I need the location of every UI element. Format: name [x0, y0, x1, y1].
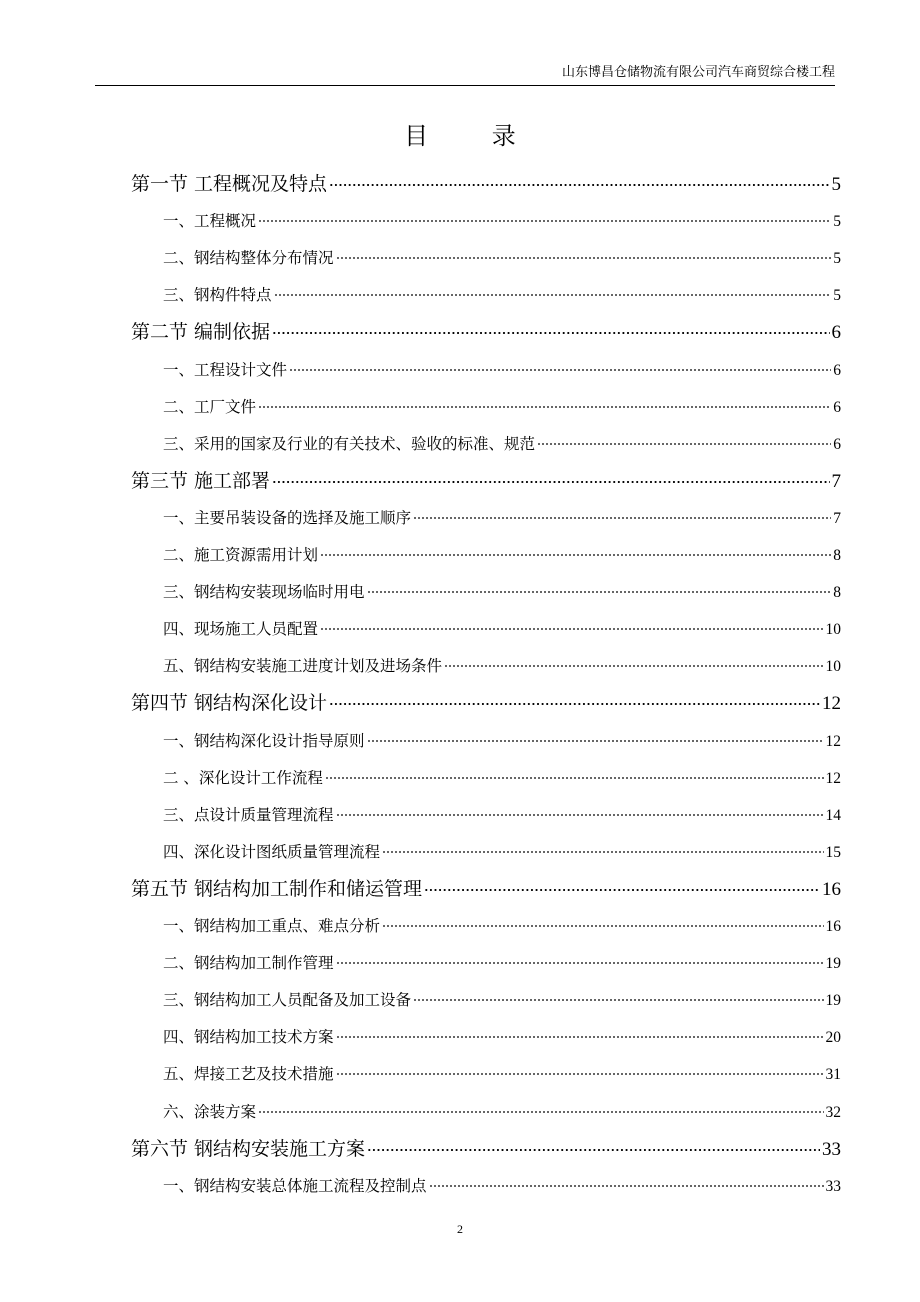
toc-section-entry[interactable]: [131, 169, 841, 195]
toc-subsection-entry[interactable]: [163, 1062, 841, 1084]
toc-entry-page-number: 5: [831, 174, 841, 195]
toc-entry-page-number: 33: [825, 1177, 841, 1195]
running-header: 山东博昌仓储物流有限公司汽车商贸综合楼工程: [95, 64, 835, 86]
toc-section-entry[interactable]: [131, 1134, 841, 1160]
toc-entry-label: 一、主要吊装设备的选择及施工顺序: [163, 508, 412, 527]
toc-entry-label: 三、钢结构安装现场临时用电: [163, 583, 365, 602]
toc-dot-leader: [329, 183, 829, 187]
toc-entry-page-number: 6: [831, 322, 841, 344]
toc-dot-leader: [336, 813, 824, 817]
toc-subsection-entry[interactable]: [163, 729, 841, 751]
toc-subsection-entry[interactable]: [163, 209, 841, 231]
toc-entry-page-number: 20: [825, 1029, 841, 1047]
toc-entry-label: 二、钢结构加工制作管理: [163, 954, 334, 973]
toc-entry-label: 一、工程设计文件: [163, 360, 288, 379]
toc-dot-leader: [258, 219, 831, 223]
toc-entry-page-number: 12: [822, 693, 841, 715]
toc-dot-leader: [367, 590, 832, 594]
toc-entry-page-number: 5: [833, 287, 841, 305]
toc-subsection-entry[interactable]: [163, 951, 841, 973]
toc-entry-label: 二、工厂文件: [163, 397, 257, 416]
toc-subsection-entry[interactable]: [163, 988, 841, 1010]
toc-subsection-entry[interactable]: [163, 803, 841, 825]
toc-entry-label: 第六节 钢结构安装施工方案: [131, 1137, 366, 1160]
toc-entry-label: 一、工程概况: [163, 212, 257, 231]
toc-entry-label: 四、现场施工人员配置: [163, 620, 319, 639]
toc-subsection-entry[interactable]: [163, 840, 841, 862]
toc-dot-leader: [320, 553, 831, 557]
toc-subsection-entry[interactable]: [163, 506, 841, 528]
toc-subsection-entry[interactable]: [163, 358, 841, 380]
toc-subsection-entry[interactable]: [163, 914, 841, 936]
toc-dot-leader: [444, 664, 823, 668]
toc-section-entry[interactable]: [131, 688, 841, 714]
toc-entry-label: 一、钢结构深化设计指导原则: [163, 731, 365, 750]
toc-subsection-entry[interactable]: [163, 283, 841, 305]
toc-dot-leader: [325, 776, 824, 780]
toc-subsection-entry[interactable]: [163, 766, 841, 788]
toc-entry-label: 第一节 工程概况及特点: [131, 173, 328, 195]
toc-entry-page-number: 33: [822, 1138, 841, 1160]
toc-dot-leader: [289, 368, 831, 372]
toc-dot-leader: [336, 961, 824, 965]
toc-entry-page-number: 7: [831, 470, 841, 492]
toc-dot-leader: [336, 1072, 824, 1076]
toc-subsection-entry[interactable]: [163, 580, 841, 602]
toc-entry-label: 四、深化设计图纸质量管理流程: [163, 842, 381, 861]
toc-entry-page-number: 12: [825, 769, 841, 787]
toc-dot-leader: [424, 888, 820, 892]
toc-subsection-entry[interactable]: [163, 543, 841, 565]
toc-entry-label: 五、钢结构安装施工进度计划及进场条件: [163, 657, 443, 676]
toc-subsection-entry[interactable]: [163, 395, 841, 417]
toc-entry-label: 三、点设计质量管理流程: [163, 805, 334, 824]
toc-dot-leader: [382, 850, 823, 854]
toc-entry-label: 三、钢构件特点: [163, 286, 272, 305]
toc-entry-label: 第五节 钢结构加工制作和储运管理: [131, 877, 423, 900]
toc-subsection-entry[interactable]: [163, 1100, 841, 1122]
toc-section-entry[interactable]: [131, 317, 841, 343]
toc-entry-page-number: 19: [825, 955, 841, 973]
toc-dot-leader: [382, 924, 823, 928]
toc-entry-page-number: 31: [825, 1066, 841, 1084]
toc-entry-label: 二、施工资源需用计划: [163, 546, 319, 564]
toc-dot-leader: [336, 1035, 824, 1039]
toc-dot-leader: [258, 405, 831, 409]
toc-subsection-entry[interactable]: [163, 617, 841, 639]
toc-entry-label: 第二节 编制依据: [131, 321, 271, 344]
toc-subsection-entry[interactable]: [163, 1174, 841, 1196]
toc-entry-page-number: 8: [833, 547, 841, 564]
toc-subsection-entry[interactable]: [163, 1025, 841, 1047]
toc-entry-page-number: 8: [833, 584, 841, 602]
toc-entry-page-number: 32: [825, 1103, 841, 1121]
toc-entry-page-number: 7: [833, 509, 841, 527]
toc-dot-leader: [413, 516, 831, 520]
toc-entry-label: 二、钢结构整体分布情况: [163, 249, 334, 268]
toc-dot-leader: [272, 331, 829, 335]
toc-entry-page-number: 6: [833, 435, 841, 453]
toc-entry-page-number: 16: [825, 918, 841, 935]
toc-entry-label: 一、钢结构安装总体施工流程及控制点: [163, 1176, 427, 1195]
toc-subsection-entry[interactable]: [163, 432, 841, 454]
toc-entry-page-number: 16: [822, 878, 841, 900]
toc-entry-page-number: 6: [833, 398, 841, 416]
toc-dot-leader: [320, 627, 823, 631]
toc-entry-label: 三、采用的国家及行业的有关技术、验收的标准、规范: [163, 434, 536, 453]
toc-dot-leader: [367, 1148, 820, 1152]
toc-subsection-entry[interactable]: [163, 654, 841, 676]
toc-entry-page-number: 10: [825, 621, 841, 639]
toc-entry-page-number: 10: [825, 658, 841, 676]
toc-dot-leader: [329, 702, 820, 706]
toc-dot-leader: [367, 739, 824, 743]
toc-section-entry[interactable]: [131, 466, 841, 492]
toc-entry-label: 第四节 钢结构深化设计: [131, 692, 328, 715]
toc-entry-label: 三、钢结构加工人员配备及加工设备: [163, 991, 412, 1010]
toc-entry-page-number: 6: [833, 361, 841, 379]
page-title: 目 录: [404, 122, 544, 150]
toc-entry-page-number: 12: [825, 732, 841, 750]
toc-entry-page-number: 14: [825, 806, 841, 824]
toc-entry-label: 二 、深化设计工作流程: [163, 768, 323, 787]
toc-dot-leader: [429, 1184, 824, 1188]
toc-entry-page-number: 15: [825, 843, 841, 861]
toc-entry-page-number: 5: [833, 250, 841, 268]
toc-dot-leader: [258, 1110, 823, 1114]
toc-entry-page-number: 5: [833, 213, 841, 231]
page-number: 2: [457, 1222, 463, 1236]
toc-dot-leader: [537, 442, 831, 446]
toc-entry-label: 四、钢结构加工技术方案: [163, 1028, 334, 1047]
toc-entry-label: 第三节 施工部署: [131, 469, 271, 492]
toc-subsection-entry[interactable]: [163, 246, 841, 268]
toc-dot-leader: [272, 480, 829, 484]
toc-entry-label: 六、涂装方案: [163, 1102, 257, 1121]
toc-entry-label: 五、焊接工艺及技术措施: [163, 1065, 334, 1084]
toc-section-entry[interactable]: [131, 874, 841, 900]
toc-dot-leader: [413, 998, 823, 1002]
toc-dot-leader: [336, 256, 832, 260]
toc-entry-label: 一、钢结构加工重点、难点分析: [163, 917, 381, 935]
toc-entry-page-number: 19: [825, 992, 841, 1010]
toc-dot-leader: [274, 293, 832, 297]
